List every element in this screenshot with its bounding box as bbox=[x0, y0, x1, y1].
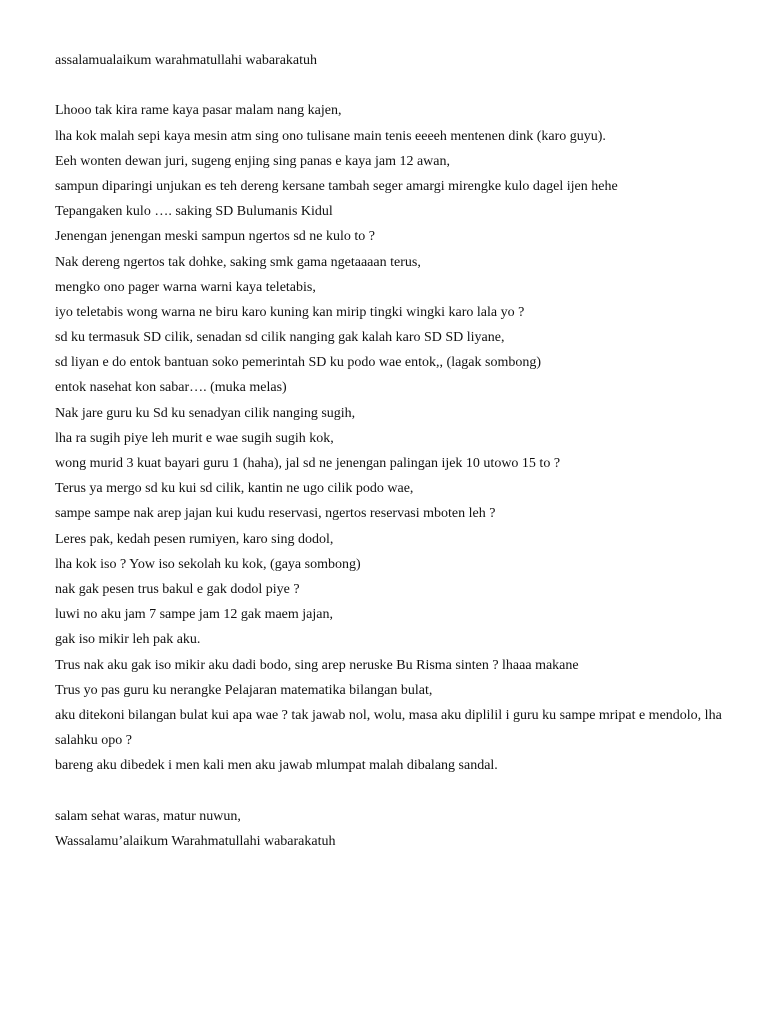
paragraph-gap bbox=[55, 778, 728, 803]
closing-greeting: Wassalamu’alaikum Warahmatullahi wabarakatuh bbox=[55, 833, 336, 849]
body-line: Jenengan jenengan meski sampun ngertos sd ne kulo to ? bbox=[55, 229, 375, 245]
body-line: wong murid 3 kuat bayari guru 1 (haha), jal sd ne jenengan palingan ijek 10 utowo 15 to ? bbox=[55, 456, 561, 471]
body-line: lha ra sugih piye leh murit e wae sugih sugih kok, bbox=[55, 430, 334, 446]
body-line-wrapped: aku ditekoni bilangan bulat kui apa wae ? tak jawab nol, wolu, masa aku diplilil i guru ku sampe mripat e mendolo, lha salahku opo ? bbox=[55, 707, 722, 749]
body-line: Trus yo pas guru ku nerangke Pelajaran matematika bilangan bulat, bbox=[55, 682, 433, 698]
body-line: Nak dereng ngertos tak dohke, saking smk gama ngetaaaan terus, bbox=[55, 254, 421, 270]
body-line: sampun diparingi unjukan es teh dereng kersane tambah seger amargi mirengke kulo dagel ijen hehe bbox=[55, 178, 618, 194]
body-line: Tepangaken kulo …. saking SD Bulumanis Kidul bbox=[55, 204, 333, 220]
body-line: luwi no aku jam 7 sampe jam 12 gak maem jajan, bbox=[55, 607, 333, 623]
body-line: Eeh wonten dewan juri, sugeng enjing sing panas e kaya jam 12 awan, bbox=[55, 153, 451, 169]
body-line: Leres pak, kedah pesen rumiyen, karo sing dodol, bbox=[55, 531, 334, 547]
body-line: Lhooo tak kira rame kaya pasar malam nang kajen, bbox=[55, 103, 342, 119]
paragraph-gap bbox=[55, 73, 728, 98]
body-line: mengko ono pager warna warni kaya teletabis, bbox=[55, 279, 316, 295]
body-line: sd ku termasuk SD cilik, senadan sd cilik nanging gak kalah karo SD SD liyane, bbox=[55, 330, 505, 346]
opening-greeting: assalamualaikum warahmatullahi wabarakatuh bbox=[55, 53, 318, 68]
body-line: lha kok malah sepi kaya mesin atm sing ono tulisane main tenis eeeeh mentenen dink (karo guyu). bbox=[55, 128, 606, 144]
body-line: entok nasehat kon sabar…. (muka melas) bbox=[55, 380, 287, 396]
body-line: lha kok iso ? Yow iso sekolah ku kok, (gaya sombong) bbox=[55, 556, 361, 572]
body-line: bareng aku dibedek i men kali men aku jawab mlumpat malah dibalang sandal. bbox=[55, 758, 498, 774]
body-line: Trus nak aku gak iso mikir aku dadi bodo, sing arep neruske Bu Risma sinten ? lhaaa makane bbox=[55, 657, 579, 673]
body-line: sampe sampe nak arep jajan kui kudu reservasi, ngertos reservasi mboten leh ? bbox=[55, 506, 496, 522]
body-line: sd liyan e do entok bantuan soko pemerintah SD ku podo wae entok,, (lagak sombong) bbox=[55, 355, 542, 371]
body-line: iyo teletabis wong warna ne biru karo kuning kan mirip tingki wingki karo lala yo ? bbox=[55, 304, 525, 320]
body-line: nak gak pesen trus bakul e gak dodol piye ? bbox=[55, 581, 300, 597]
body-line: Terus ya mergo sd ku kui sd cilik, kantin ne ugo cilik podo wae, bbox=[55, 481, 414, 497]
body-line: gak iso mikir leh pak aku. bbox=[55, 632, 201, 648]
closing-line: salam sehat waras, matur nuwun, bbox=[55, 808, 241, 824]
body-line: Nak jare guru ku Sd ku senadyan cilik nanging sugih, bbox=[55, 405, 356, 421]
